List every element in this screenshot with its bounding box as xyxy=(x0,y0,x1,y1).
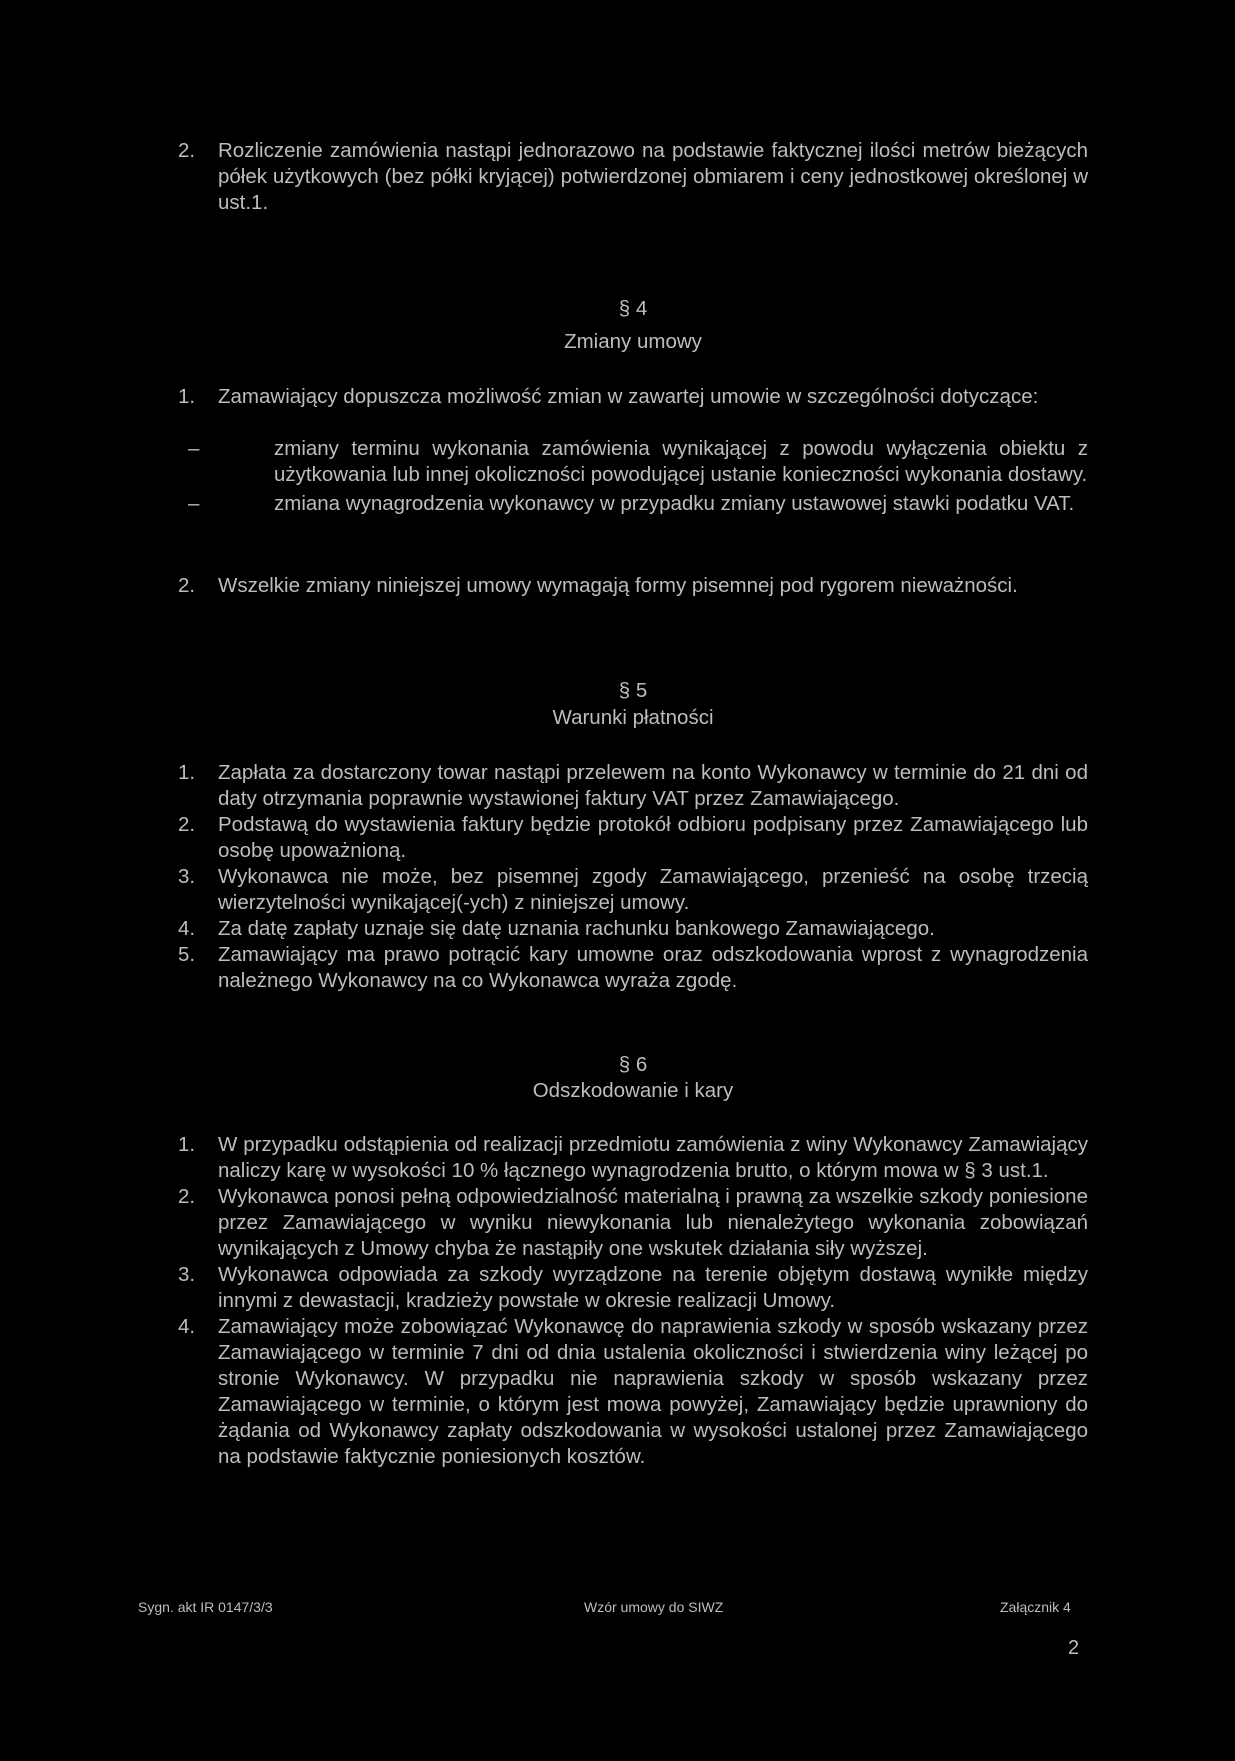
item-number: 4. xyxy=(178,917,196,940)
footer-document-title: Wzór umowy do SIWZ xyxy=(584,1599,724,1615)
list-item xyxy=(178,760,1088,812)
item-text: Zamawiający ma prawo potrącić kary umowne oraz odszkodowania wprost z wynagrodzenia należnego Wykonawcy na co Wykonawca wyraża zgodę. xyxy=(218,943,1088,992)
item-text: Zamawiający może zobowiązać Wykonawcę do naprawienia szkody w sposób wskazany przez Zamawiającego w terminie 7 dni od dnia ustalenia okoliczności i stwierdzenia winy leżącej po stronie Wykonawcy. W przypadku nie naprawienia szkody w sposób wskazany przez Zamawiającego w terminie, o którym jest mowa powyżej, Zamawiający będzie uprawniony do żądania od Wykonawcy zapłaty odszkodowania w wysokości ustalonej przez Zamawiającego na podstawie faktycznie poniesionych kosztów. xyxy=(218,1315,1088,1468)
list-item xyxy=(178,573,1088,599)
list-item xyxy=(178,1262,1088,1314)
item-number: 5. xyxy=(178,943,196,966)
sub-item xyxy=(188,491,1088,517)
page-number: 2 xyxy=(1068,1637,1080,1659)
sub-item xyxy=(188,436,1088,488)
item-text: Rozliczenie zamówienia nastąpi jednorazowo na podstawie faktycznej ilości metrów bieżących półek użytkowych (bez półki kryjącej) potwierdzonej obmiarem i ceny jednostkowej określonej w ust.1. xyxy=(218,139,1088,214)
item-text: Wykonawca ponosi pełną odpowiedzialność materialną i prawną za wszelkie szkody poniesione przez Zamawiającego w wyniku niewykonania lub nienależytego wykonania zobowiązań wynikających z Umowy chyba że nastąpiły one wskutek działania siły wyższej. xyxy=(218,1185,1088,1260)
item-number: 2. xyxy=(178,574,196,597)
item-text: Podstawą do wystawienia faktury będzie protokół odbioru podpisany przez Zamawiającego lub osobę upoważnioną. xyxy=(218,813,1088,862)
section-6-symbol: § 6 xyxy=(618,1053,648,1076)
section-4-list xyxy=(178,384,1088,410)
section-5-title: Warunki płatności xyxy=(552,706,714,729)
item-text: W przypadku odstąpienia od realizacji przedmiotu zamówienia z winy Wykonawcy Zamawiający naliczy karę w wysokości 10 % łącznego wynagrodzenia brutto, o którym mowa w § 3 ust.1. xyxy=(218,1133,1088,1182)
list-item xyxy=(178,1314,1088,1470)
item-text: Wykonawca nie może, bez pisemnej zgody Zamawiającego, przenieść na osobę trzecią wierzytelności wynikającej(-ych) z niniejszej umowy. xyxy=(218,865,1088,914)
list-item xyxy=(178,1184,1088,1262)
item-number: 3. xyxy=(178,865,196,888)
sub-item-text: zmiana wynagrodzenia wykonawcy w przypadku zmiany ustawowej stawki podatku VAT. xyxy=(274,492,1075,515)
list-item xyxy=(178,864,1088,916)
section-6-list xyxy=(178,1132,1088,1470)
item-text: Zapłata za dostarczony towar nastąpi przelewem na konto Wykonawcy w terminie do 21 dni od daty otrzymania poprawnie wystawionej faktury VAT przez Zamawiającego. xyxy=(218,761,1088,810)
list-item xyxy=(178,812,1088,864)
item-text: Za datę zapłaty uznaje się datę uznania rachunku bankowego Zamawiającego. xyxy=(218,917,935,940)
dash-bullet: – xyxy=(188,437,200,460)
item-text: Wszelkie zmiany niniejszej umowy wymagają formy pisemnej pod rygorem nieważności. xyxy=(218,574,1018,597)
footer-case-number: Sygn. akt IR 0147/3/3 xyxy=(138,1599,273,1615)
item-number: 2. xyxy=(178,813,196,836)
list-item xyxy=(178,1132,1088,1184)
item-number: 3. xyxy=(178,1263,196,1286)
section-4-item-2 xyxy=(178,573,1088,599)
list-item xyxy=(178,384,1088,410)
item-text: Zamawiający dopuszcza możliwość zmian w zawartej umowie w szczególności dotyczące: xyxy=(218,385,1039,408)
section-5-symbol: § 5 xyxy=(618,679,648,702)
section-6-title: Odszkodowanie i kary xyxy=(532,1079,734,1102)
section-4-symbol: § 4 xyxy=(618,297,648,320)
item-number: 1. xyxy=(178,385,196,408)
list-item xyxy=(178,138,1088,216)
paragraph-rozliczenie xyxy=(178,138,1088,216)
item-text: Wykonawca odpowiada za szkody wyrządzone na terenie objętym dostawą wynikłe między innymi z dewastacji, kradzieży powstałe w okresie realizacji Umowy. xyxy=(218,1263,1088,1312)
sub-item-text: zmiany terminu wykonania zamówienia wynikającej z powodu wyłączenia obiektu z użytkowania lub innej okoliczności powodującej ustanie konieczności wykonania dostawy. xyxy=(274,437,1088,486)
dash-bullet: – xyxy=(188,492,200,515)
item-number: 2. xyxy=(178,139,196,162)
list-item xyxy=(178,916,1088,942)
section-5-list xyxy=(178,760,1088,994)
item-number: 4. xyxy=(178,1315,196,1338)
footer-attachment: Załącznik 4 xyxy=(1000,1599,1071,1615)
item-number: 2. xyxy=(178,1185,196,1208)
item-number: 1. xyxy=(178,1133,196,1156)
section-4-subitems xyxy=(188,436,1088,517)
section-4-title: Zmiany umowy xyxy=(564,330,702,353)
list-item xyxy=(178,942,1088,994)
item-number: 1. xyxy=(178,761,196,784)
